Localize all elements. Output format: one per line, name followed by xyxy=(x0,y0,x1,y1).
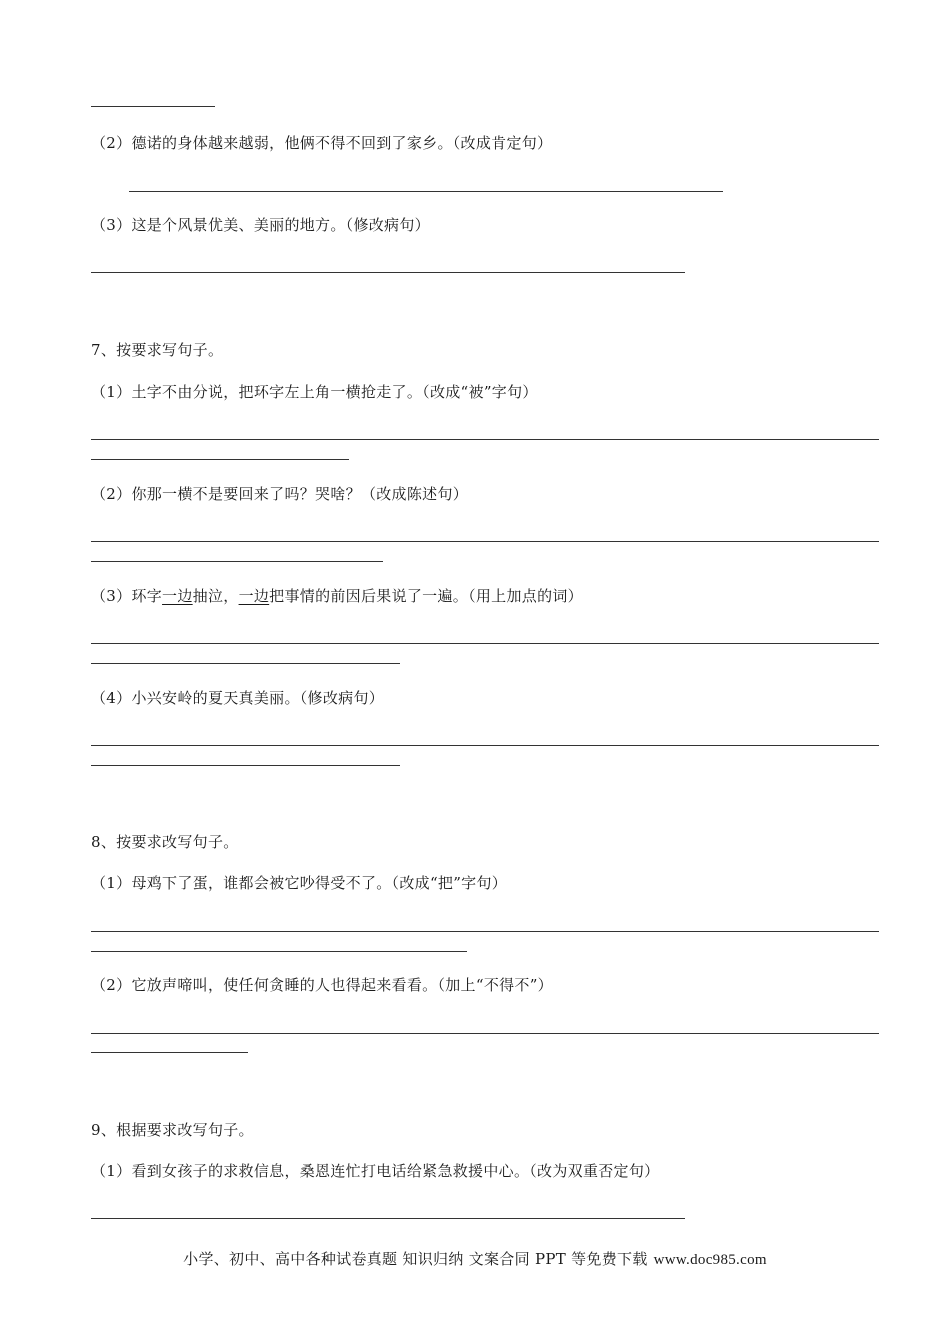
question-7-3-after: 把事情的前因后果说了一遍。（用上加点的词） xyxy=(269,587,583,605)
question-6-2: （2）德诺的身体越来越弱，他俩不得不回到了家乡。（改成肯定句） xyxy=(91,134,553,152)
answer-line[interactable] xyxy=(91,1052,248,1053)
answer-line[interactable] xyxy=(91,745,879,746)
question-7-4: （4）小兴安岭的夏天真美丽。（修改病句） xyxy=(91,689,385,707)
answer-line[interactable] xyxy=(91,643,879,644)
section-8-heading: 8、按要求改写句子。 xyxy=(91,833,239,851)
question-6-3: （3）这是个风景优美、美丽的地方。（修改病句） xyxy=(91,216,430,234)
emphasized-word: 一边 xyxy=(238,587,270,605)
question-9-1: （1）看到女孩子的求救信息，桑恩连忙打电话给紧急救援中心。（改为双重否定句） xyxy=(91,1162,660,1180)
answer-line[interactable] xyxy=(91,1033,879,1034)
emphasized-word: 一边 xyxy=(162,587,193,605)
answer-line[interactable] xyxy=(91,1218,685,1219)
answer-line[interactable] xyxy=(91,931,879,932)
answer-line[interactable] xyxy=(91,541,879,542)
answer-line[interactable] xyxy=(91,951,467,952)
answer-line[interactable] xyxy=(91,765,400,766)
page-footer xyxy=(0,1250,950,1269)
footer-text: 小学、初中、高中各种试卷真题 知识归纳 文案合同 PPT 等免费下载 xyxy=(183,1250,648,1268)
question-7-2: （2）你那一横不是要回来了吗？哭啥？（改成陈述句） xyxy=(91,485,469,503)
answer-line[interactable] xyxy=(129,191,723,192)
question-7-1: （1）土字不由分说，把环字左上角一横抢走了。（改成“被”字句） xyxy=(91,383,538,401)
answer-line[interactable] xyxy=(91,439,879,440)
question-8-2: （2）它放声啼叫，使任何贪睡的人也得起来看看。（加上“不得不”） xyxy=(91,976,553,994)
answer-line[interactable] xyxy=(91,272,685,273)
answer-line[interactable] xyxy=(91,561,383,562)
answer-line[interactable] xyxy=(91,106,215,107)
question-8-1: （1）母鸡下了蛋，谁都会被它吵得受不了。（改成“把”字句） xyxy=(91,874,508,892)
footer-site-link[interactable]: www.doc985.com xyxy=(653,1252,767,1268)
question-7-3-before: （3）环字 xyxy=(91,587,163,605)
answer-line[interactable] xyxy=(91,459,349,460)
answer-line[interactable] xyxy=(91,663,400,664)
question-7-3-mid: 抽泣， xyxy=(192,587,239,605)
section-7-heading: 7、按要求写句子。 xyxy=(91,341,224,359)
question-7-3 xyxy=(91,587,583,605)
section-9-heading: 9、根据要求改写句子。 xyxy=(91,1121,254,1139)
